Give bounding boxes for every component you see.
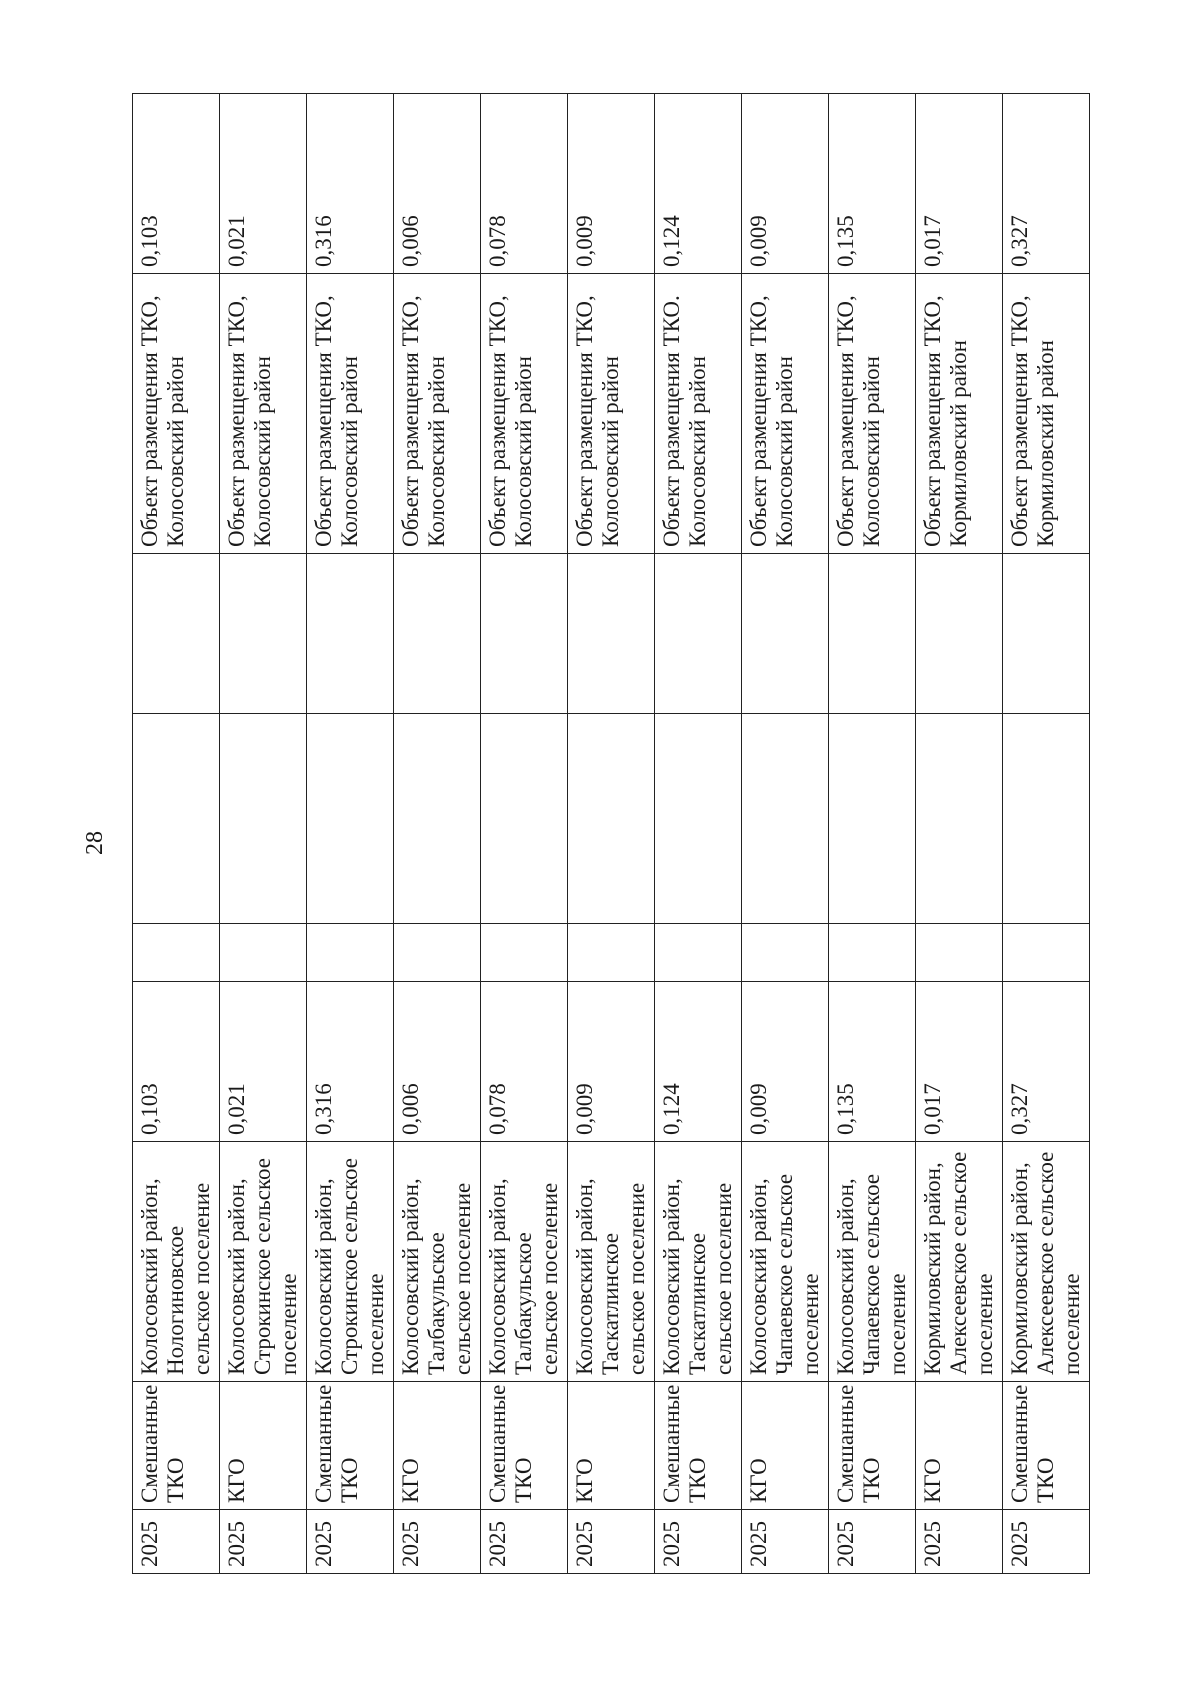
cell-year: 2025 [394,1510,481,1574]
cell-waste-kind: Смешанные ТКО [481,1382,568,1510]
cell-empty [916,714,1003,924]
cell-location: Колосовский район, Чапаевское сельское поселение [829,1142,916,1382]
cell-mass-destination: 0,009 [742,94,829,274]
cell-mass-destination: 0,316 [307,94,394,274]
table-row [568,94,655,1574]
cell-empty [742,554,829,714]
cell-waste-kind: КГО [394,1382,481,1510]
table-row [916,94,1003,1574]
cell-mass: 0,021 [220,982,307,1142]
cell-destination: Объект размещения ТКО, Кормиловский район [916,274,1003,554]
cell-mass: 0,017 [916,982,1003,1142]
cell-mass-destination: 0,009 [568,94,655,274]
cell-waste-kind: КГО [742,1382,829,1510]
cell-destination: Объект размещения ТКО, Колосовский район [742,274,829,554]
cell-empty [394,924,481,982]
table-row [1003,94,1090,1574]
cell-location: Колосовский район, Нологиновское сельское поселение [133,1142,220,1382]
cell-empty [481,714,568,924]
cell-year: 2025 [133,1510,220,1574]
cell-waste-kind: Смешанные ТКО [1003,1382,1090,1510]
table-row [742,94,829,1574]
cell-empty [481,924,568,982]
cell-mass-destination: 0,006 [394,94,481,274]
cell-mass-destination: 0,103 [133,94,220,274]
table-row [307,94,394,1574]
cell-empty [394,714,481,924]
table-row [220,94,307,1574]
cell-year: 2025 [655,1510,742,1574]
cell-destination: Объект размещения ТКО, Кормиловский район [1003,274,1090,554]
cell-empty [916,554,1003,714]
cell-location: Кормиловский район, Алексеевское сельское поселение [1003,1142,1090,1382]
table-row [481,94,568,1574]
cell-mass-destination: 0,078 [481,94,568,274]
cell-empty [1003,924,1090,982]
cell-mass-destination: 0,017 [916,94,1003,274]
cell-year: 2025 [568,1510,655,1574]
cell-location: Колосовский район, Талбакульское сельское поселение [394,1142,481,1382]
table-row [829,94,916,1574]
cell-empty [742,924,829,982]
cell-destination: Объект размещения ТКО, Колосовский район [220,274,307,554]
cell-empty [655,924,742,982]
cell-mass: 0,078 [481,982,568,1142]
cell-waste-kind: Смешанные ТКО [133,1382,220,1510]
cell-empty [655,554,742,714]
cell-empty [1003,554,1090,714]
cell-location: Колосовский район, Талбакульское сельское поселение [481,1142,568,1382]
cell-destination: Объект размещения ТКО, Колосовский район [829,274,916,554]
cell-empty [829,924,916,982]
cell-destination: Объект размещения ТКО, Колосовский район [481,274,568,554]
cell-empty [742,714,829,924]
cell-mass: 0,327 [1003,982,1090,1142]
cell-location: Колосовский район, Строкинское сельское поселение [220,1142,307,1382]
cell-empty [307,714,394,924]
cell-waste-kind: Смешанные ТКО [829,1382,916,1510]
cell-waste-kind: КГО [916,1382,1003,1510]
cell-year: 2025 [220,1510,307,1574]
cell-destination: Объект размещения ТКО. Колосовский район [655,274,742,554]
cell-empty [307,554,394,714]
cell-year: 2025 [307,1510,394,1574]
cell-empty [394,554,481,714]
cell-year: 2025 [742,1510,829,1574]
cell-mass-destination: 0,327 [1003,94,1090,274]
rotated-table-container [132,94,1084,1574]
table-row [655,94,742,1574]
cell-empty [916,924,1003,982]
cell-empty [220,554,307,714]
cell-waste-kind: Смешанные ТКО [655,1382,742,1510]
cell-empty [220,924,307,982]
cell-destination: Объект размещения ТКО, Колосовский район [307,274,394,554]
cell-empty [568,714,655,924]
cell-location: Колосовский район, Таскатлинское сельское поселение [655,1142,742,1382]
cell-mass-destination: 0,021 [220,94,307,274]
cell-location: Кормиловский район, Алексеевское сельское поселение [916,1142,1003,1382]
cell-mass: 0,135 [829,982,916,1142]
cell-mass-destination: 0,135 [829,94,916,274]
cell-mass: 0,009 [568,982,655,1142]
cell-empty [481,554,568,714]
cell-empty [220,714,307,924]
table-row [133,94,220,1574]
cell-year: 2025 [829,1510,916,1574]
cell-waste-kind: Смешанные ТКО [307,1382,394,1510]
cell-empty [568,924,655,982]
cell-destination: Объект размещения ТКО, Колосовский район [568,274,655,554]
cell-waste-kind: КГО [568,1382,655,1510]
cell-empty [133,554,220,714]
page-number: 28 [82,831,108,855]
cell-mass: 0,006 [394,982,481,1142]
cell-mass: 0,124 [655,982,742,1142]
cell-empty [655,714,742,924]
cell-waste-kind: КГО [220,1382,307,1510]
cell-destination: Объект размещения ТКО, Колосовский район [394,274,481,554]
waste-flow-table [132,93,1090,1574]
cell-location: Колосовский район, Таскатлинское сельское поселение [568,1142,655,1382]
cell-empty [829,714,916,924]
cell-year: 2025 [1003,1510,1090,1574]
cell-year: 2025 [916,1510,1003,1574]
table-body [133,94,1090,1574]
cell-year: 2025 [481,1510,568,1574]
cell-location: Колосовский район, Строкинское сельское поселение [307,1142,394,1382]
cell-empty [307,924,394,982]
cell-empty [133,924,220,982]
cell-destination: Объект размещения ТКО, Колосовский район [133,274,220,554]
cell-location: Колосовский район, Чапаевское сельское поселение [742,1142,829,1382]
cell-empty [829,554,916,714]
cell-empty [1003,714,1090,924]
cell-mass: 0,009 [742,982,829,1142]
cell-empty [568,554,655,714]
table-row [394,94,481,1574]
cell-empty [133,714,220,924]
cell-mass-destination: 0,124 [655,94,742,274]
cell-mass: 0,316 [307,982,394,1142]
cell-mass: 0,103 [133,982,220,1142]
